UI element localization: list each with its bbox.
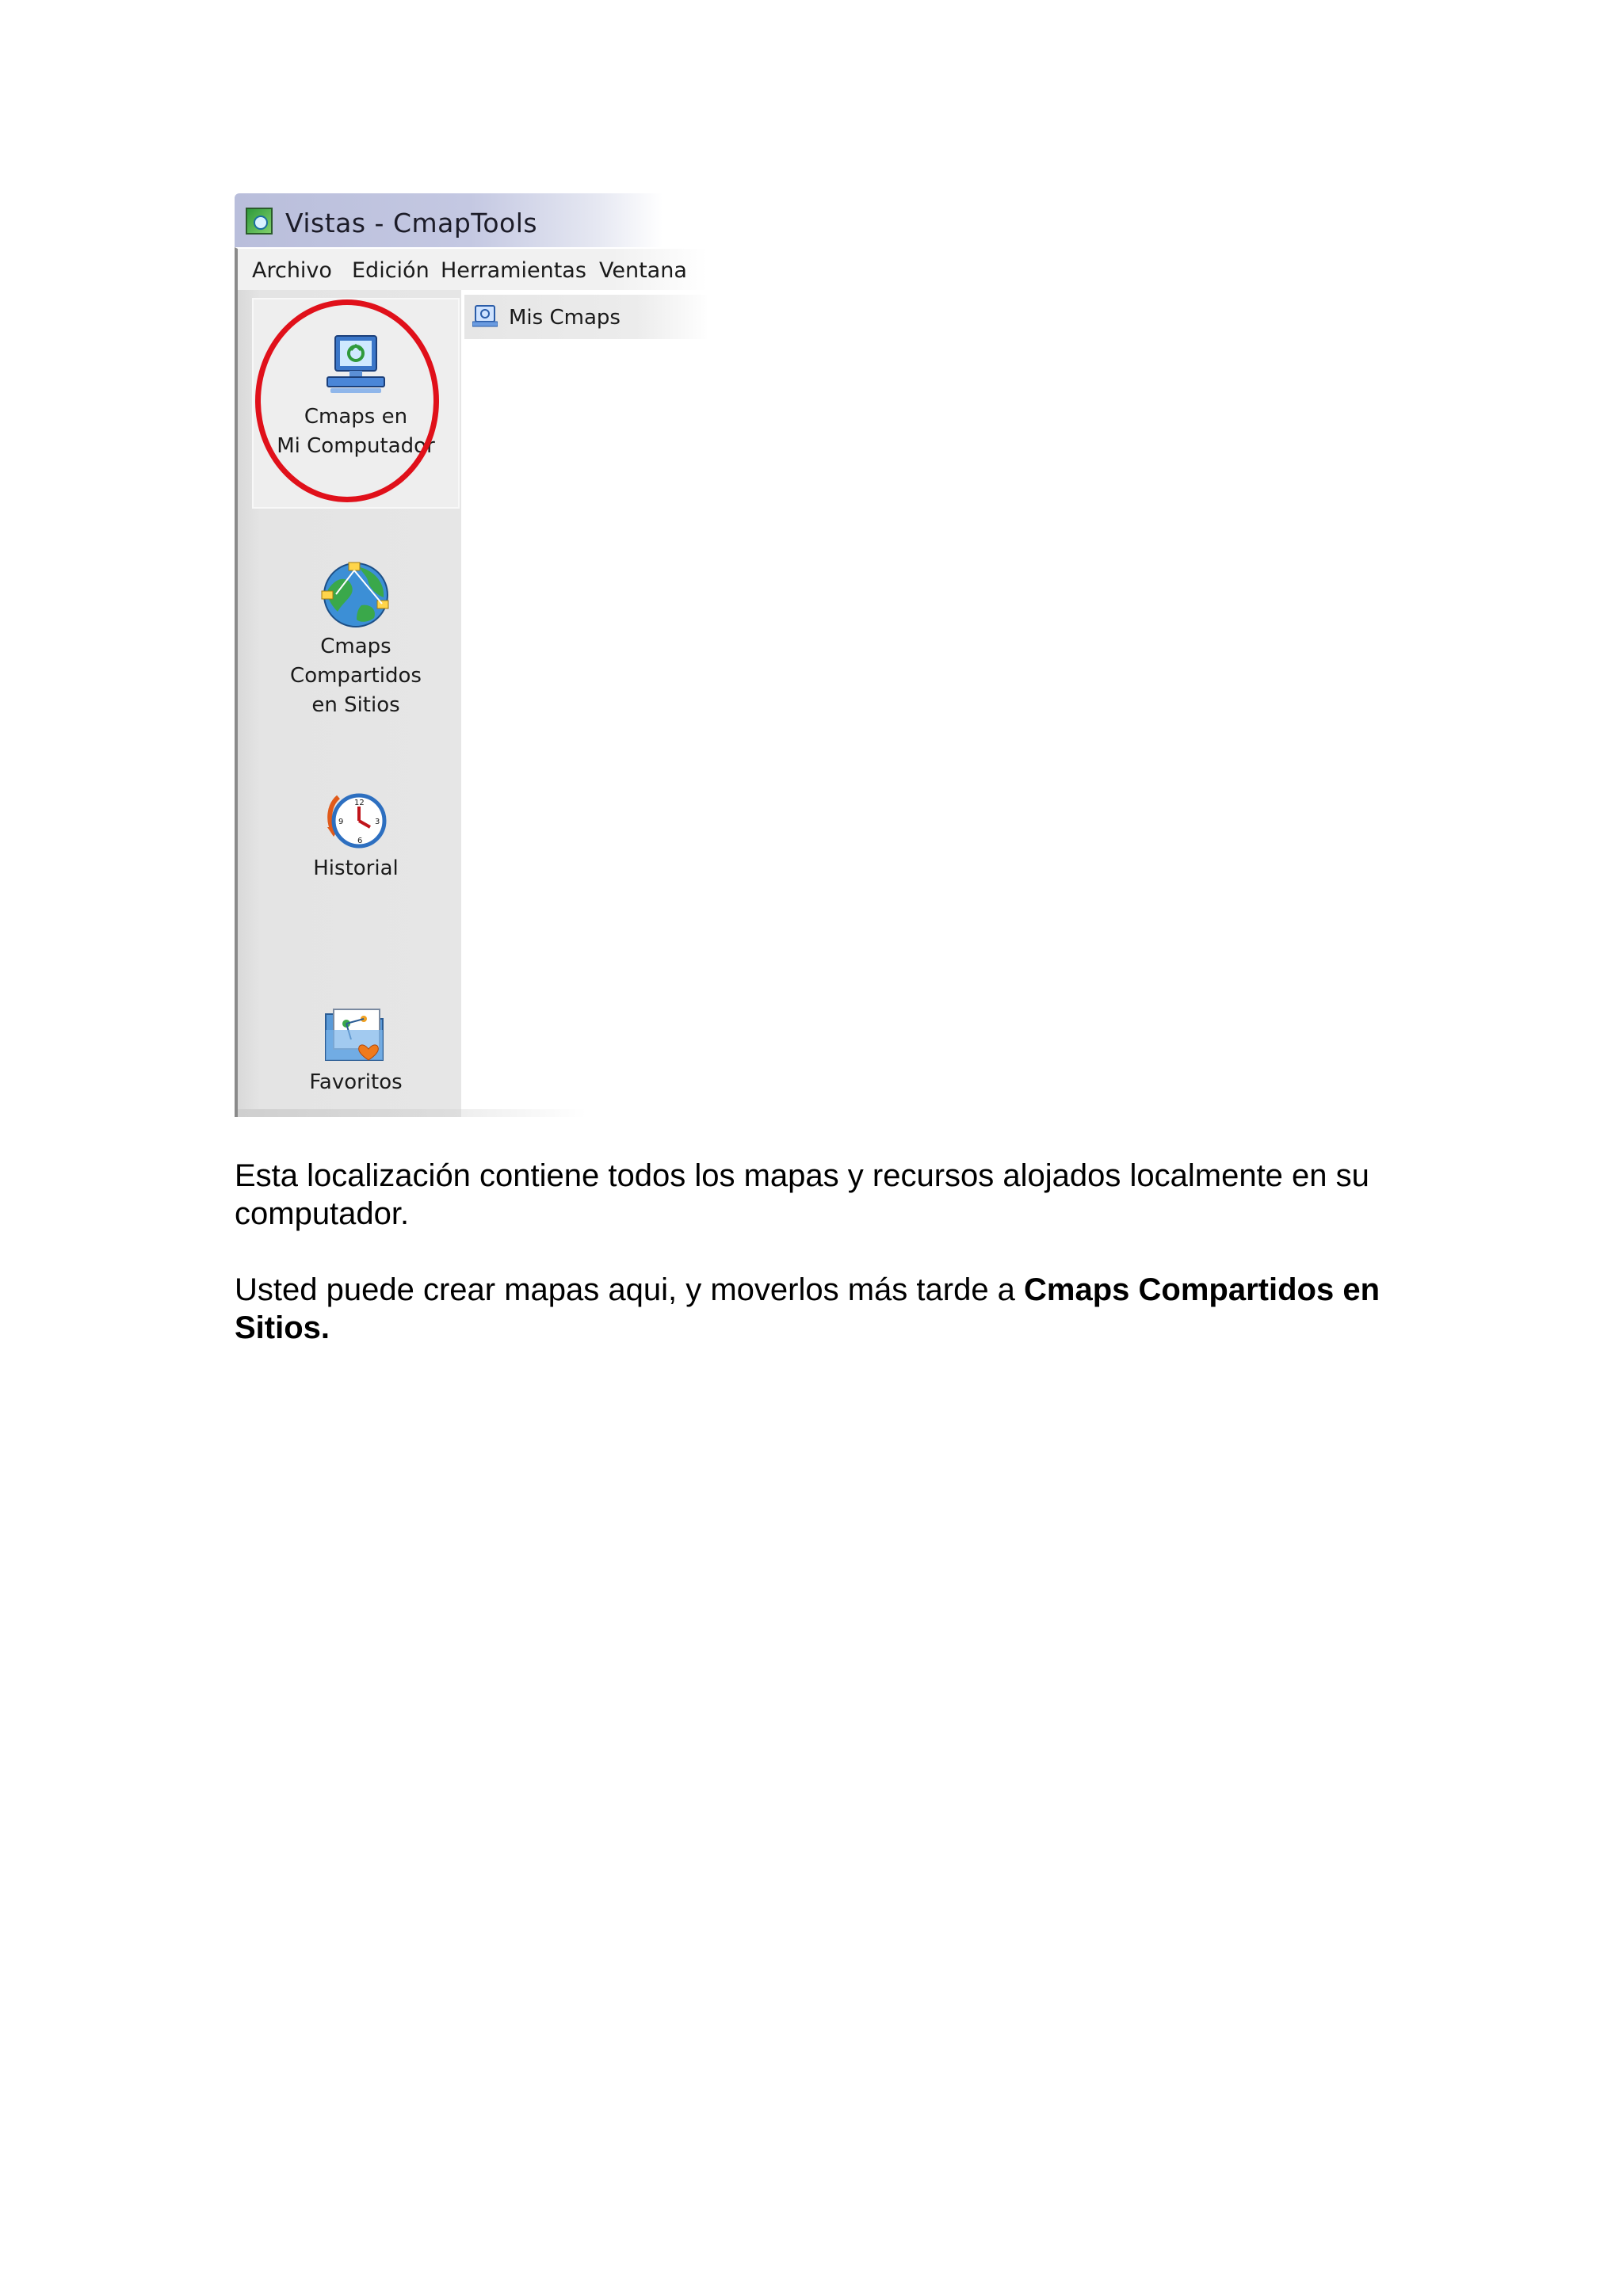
views-sidebar	[238, 290, 461, 1117]
sidebar-label-line1: Cmaps Compartidos	[290, 635, 422, 688]
sidebar-item-favoritos[interactable]	[252, 1003, 460, 1097]
menu-archivo[interactable]: Archivo	[252, 258, 332, 283]
paragraph-2-bold-location: Cmaps Compartidos en Sitios.	[235, 1272, 1381, 1345]
description-paragraph-1: Esta localización contiene todos los mapas y recursos alojados localmente en su computador.	[235, 1158, 1369, 1231]
menu-herramientas[interactable]: Herramientas	[441, 258, 586, 283]
svg-text:6: 6	[357, 837, 363, 845]
sidebar-item-compartidos[interactable]	[252, 559, 460, 720]
tree-label-mis-cmaps: Mis Cmaps	[509, 306, 621, 330]
description-paragraph-2	[235, 1271, 1407, 1347]
content-pane	[461, 290, 707, 1117]
favorites-folder-icon	[323, 1003, 389, 1066]
globe-icon	[320, 559, 391, 631]
window-bottom-edge	[238, 1109, 586, 1117]
tree-item-mis-cmaps[interactable]	[464, 295, 707, 339]
sidebar-label-line1: Cmaps en	[304, 405, 408, 429]
sidebar-label-favoritos: Favoritos	[309, 1070, 403, 1094]
menu-bar	[235, 247, 707, 290]
svg-text:3: 3	[375, 818, 380, 826]
clock-history-icon	[323, 786, 389, 852]
svg-text:12: 12	[354, 799, 365, 807]
sidebar-item-historial[interactable]	[252, 786, 460, 883]
sidebar-label-line2: en Sitios	[311, 693, 400, 717]
title-bar	[235, 193, 663, 247]
paragraph-2-text: Usted puede crear mapas aqui, y moverlos más tarde a	[235, 1272, 1025, 1307]
sidebar-label-historial: Historial	[313, 856, 399, 880]
cmap-folder-icon	[472, 304, 498, 328]
sidebar-item-mi-computador[interactable]	[252, 298, 460, 509]
cmaptools-app-icon	[246, 208, 273, 235]
computer-icon	[324, 333, 388, 401]
window-title: Vistas - CmapTools	[285, 208, 538, 238]
menu-ventana[interactable]: Ventana	[599, 258, 687, 283]
svg-text:9: 9	[338, 818, 344, 826]
menu-edicion[interactable]: Edición	[352, 258, 430, 283]
cmaptools-window-screenshot	[235, 193, 707, 1117]
sidebar-label-line2: Mi Computador	[277, 434, 435, 458]
